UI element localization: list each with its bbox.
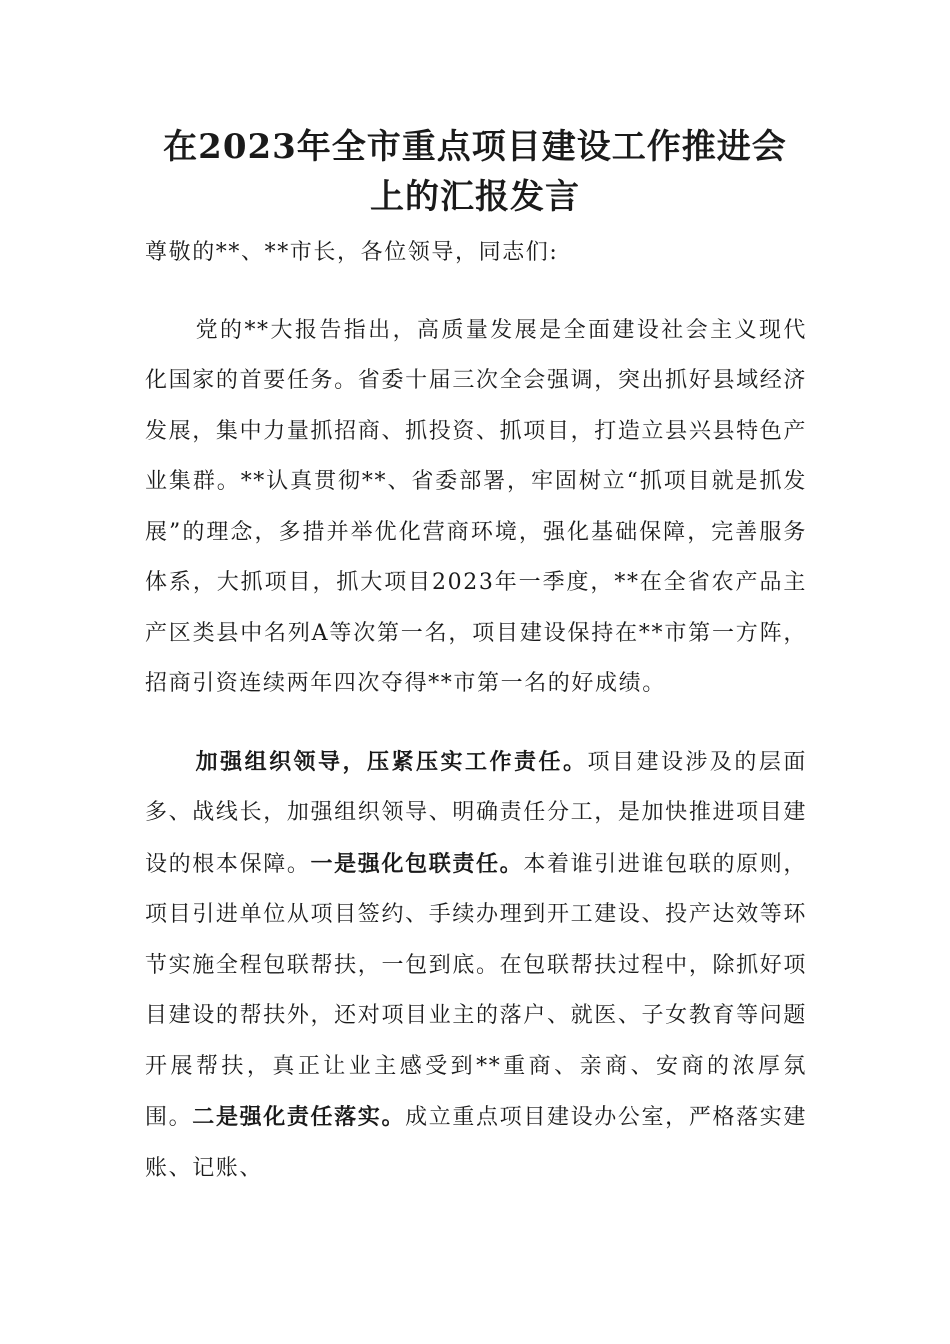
paragraph-text: 本着谁引进谁包联的原则，项目引进单位从项目签约、手续办理到开工建设、投产达效等环节实施全程包联帮扶，一包到底。在包联帮扶过程中，除抓好项目建设的帮扶外，还对项目业主的落户、就医、子女教育等问题开展帮扶，真正让业主感受到**重商、亲商、安商的浓厚氛围。 bbox=[145, 851, 807, 1130]
paragraph-text: 成立重点项目建设办公室，严格落实建账、记账、 bbox=[145, 1105, 807, 1181]
paragraph-organization bbox=[145, 737, 807, 1195]
paragraph-text: 项目建设涉及的层面多、战线长，加强组织领导、明确责任分工，是加快推进项目建设的根本保障。 bbox=[145, 749, 807, 877]
point-label-1: 一是强化包联责任。 bbox=[310, 850, 524, 877]
document-title bbox=[145, 122, 805, 222]
paragraph-intro: 党的**大报告指出，高质量发展是全面建设社会主义现代化国家的首要任务。省委十届三次全会强调，突出抓好县域经济发展，集中力量抓招商、抓投资、抓项目，打造立县兴县特色产业集群。**认真贯彻**、省委部署，牢固树立“抓项目就是抓发展”的理念，多措并举优化营商环境，强化基础保障，完善服务体系，大抓项目，抓大项目2023年一季度，**在全省农产品主产区类县中名列A等次第一名，项目建设保持在**市第一方阵，招商引资连续两年四次夺得**市第一名的好成绩。 bbox=[145, 317, 807, 696]
salutation: 尊敬的**、**市长，各位领导，同志们: bbox=[145, 240, 559, 265]
point-label-2: 二是强化责任落实。 bbox=[192, 1104, 406, 1130]
title-line-1: 在2023年全市重点项目建设工作推进会 bbox=[163, 127, 787, 167]
title-line-2: 上的汇报发言 bbox=[370, 177, 580, 217]
document-body bbox=[145, 228, 807, 1194]
section-heading: 加强组织领导，压紧压实工作责任。 bbox=[195, 748, 588, 775]
